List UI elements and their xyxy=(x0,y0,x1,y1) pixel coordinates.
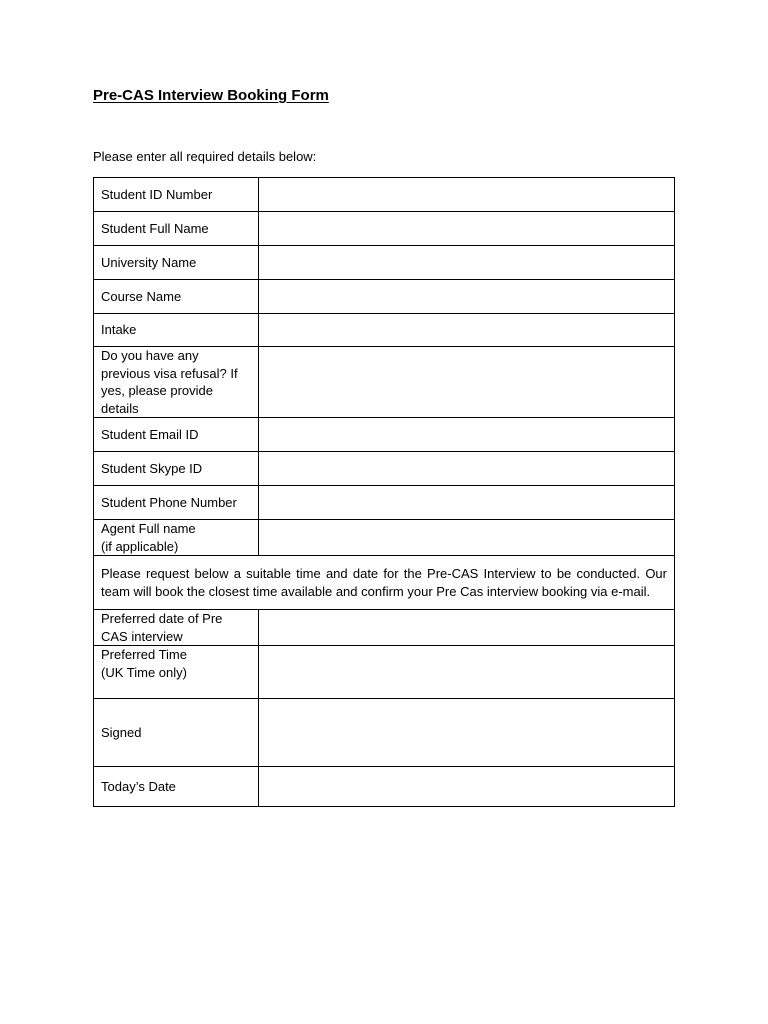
form-row-phone xyxy=(94,486,675,520)
form-row-preferred-date xyxy=(94,610,675,646)
form-row-visa-refusal xyxy=(94,347,675,418)
student-id-field[interactable] xyxy=(259,178,675,212)
skype-id-field[interactable] xyxy=(259,452,675,486)
preferred-time-field[interactable] xyxy=(259,646,675,699)
form-row-student-id xyxy=(94,178,675,212)
university-name-field[interactable] xyxy=(259,246,675,280)
email-field[interactable] xyxy=(259,418,675,452)
form-row-agent xyxy=(94,520,675,556)
form-row-email xyxy=(94,418,675,452)
field-label: Agent Full name (if applicable) xyxy=(94,520,259,556)
form-row-university xyxy=(94,246,675,280)
field-label: Student Phone Number xyxy=(94,486,259,520)
intake-field[interactable] xyxy=(259,314,675,347)
field-label: Course Name xyxy=(94,280,259,314)
booking-form-table xyxy=(93,177,675,807)
form-row-skype xyxy=(94,452,675,486)
course-name-field[interactable] xyxy=(259,280,675,314)
form-row-student-name xyxy=(94,212,675,246)
field-label: Preferred date of Pre CAS interview xyxy=(94,610,259,646)
todays-date-field[interactable] xyxy=(259,767,675,807)
form-row-instruction xyxy=(94,556,675,610)
form-row-intake xyxy=(94,314,675,347)
booking-instruction: Please request below a suitable time and date for the Pre-CAS Interview to be conducted. Our team will book the closest time available and confirm your Pre Cas interview booking via e-mail. xyxy=(94,556,675,610)
form-row-signed xyxy=(94,699,675,767)
field-label: Student Full Name xyxy=(94,212,259,246)
page-title: Pre-CAS Interview Booking Form xyxy=(93,87,329,104)
field-label: Do you have any previous visa refusal? If yes, please provide details xyxy=(94,347,259,418)
student-name-field[interactable] xyxy=(259,212,675,246)
field-label: Intake xyxy=(94,314,259,347)
phone-number-field[interactable] xyxy=(259,486,675,520)
signature-field[interactable] xyxy=(259,699,675,767)
field-label: Student ID Number xyxy=(94,178,259,212)
preferred-date-field[interactable] xyxy=(259,610,675,646)
visa-refusal-field[interactable] xyxy=(259,347,675,418)
field-label: Preferred Time (UK Time only) xyxy=(94,646,259,699)
form-row-preferred-time xyxy=(94,646,675,699)
agent-name-field[interactable] xyxy=(259,520,675,556)
form-row-course xyxy=(94,280,675,314)
field-label: Student Email ID xyxy=(94,418,259,452)
intro-text: Please enter all required details below: xyxy=(93,149,317,164)
field-label: Student Skype ID xyxy=(94,452,259,486)
field-label: University Name xyxy=(94,246,259,280)
form-row-todays-date xyxy=(94,767,675,807)
field-label: Signed xyxy=(94,699,259,767)
field-label: Today’s Date xyxy=(94,767,259,807)
